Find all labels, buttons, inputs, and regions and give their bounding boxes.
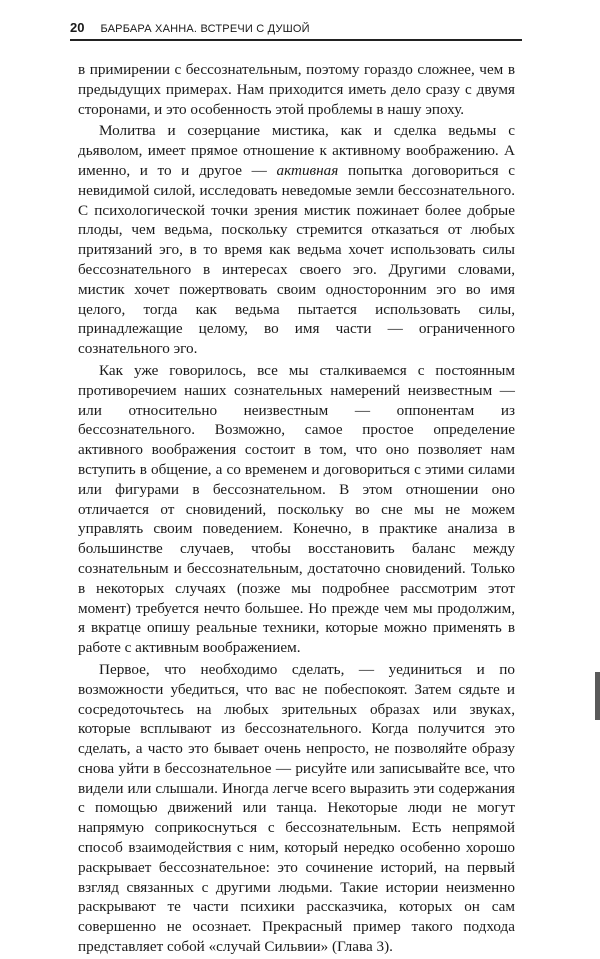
page-number: 20 bbox=[70, 20, 85, 35]
paragraph-2-emphasis: активная bbox=[276, 161, 339, 179]
paragraph-3: Как уже говорилось, все мы сталкиваемся с постоянным противоречием наших сознательных намерений неизвестным — или относительно неизвестным — оппонентам из бессознательного. Возможно, самое простое определение активного воображения состоит в том, что оно позволяет нам вступить в общение, а со временем и договориться с этими силами или фигурами в бессознательном. В этом отношении оно отличается от сновидений, поскольку во сне мы не можем управлять своим поведением. Конечно, в практике анализа в большинстве случаев, чтобы восстановить баланс между сознательным и бессознательным, достаточно сновидений. Только в некоторых случаях (позже мы подробнее рассмотрим этот момент) требуется нечто большее. Но прежде чем мы продолжим, я вкратце опишу реальные техники, которые можно применять в работе с активным воображением. bbox=[78, 361, 515, 657]
paragraph-2-text-before: Молитва и созерцание мистика, как и сделка ведьмы с дьяволом, имеет прямое отношение к активному воображению. А именно, и то и другое — bbox=[78, 122, 515, 179]
paragraph-2 bbox=[78, 121, 515, 359]
page-body bbox=[78, 60, 515, 959]
running-title: БАРБАРА ХАННА. ВСТРЕЧИ С ДУШОЙ bbox=[100, 23, 310, 35]
page-edge-mark bbox=[595, 672, 600, 720]
page-header bbox=[70, 20, 522, 41]
paragraph-2-text-after: попытка договориться с невидимой силой, исследовать неведомые земли бессознательного. С психологической точки зрения мистик пожинает более добрые плоды, чем ведьма, поскольку стремится отказаться от любых притязаний эго, в то время как ведьма хочет использовать силы бессознательного в интересах своего эго. Другими словами, мистик хочет пожертвовать своим односторонним эго во имя целого, тогда как ведьма пытается использовать силы, принадлежащие целому, во имя части — ограниченного сознательного эго. bbox=[78, 161, 516, 358]
paragraph-1: в примирении с бессознательным, поэтому гораздо сложнее, чем в предыдущих примерах. Нам приходится иметь дело сразу с двумя сторонами, и это особенность этой проблемы в нашу эпоху. bbox=[78, 61, 515, 118]
paragraph-4: Первое, что необходимо сделать, — уединиться и по возможности убедиться, что вас не побеспокоят. Затем сядьте и сосредоточьтесь на любых зрительных образах или звуках, которые всплывают из бессознательного. Когда получится это сделать, а часто это бывает очень непросто, не позволяйте образу снова уйти в бессознательное — рисуйте или записывайте все, что видели или слышали. Иногда легче всего выразить эти содержания с помощью движений или танца. Некоторые люди не могут напрямую соприкоснуться с бессознательным. Есть непрямой способ взаимодействия с ним, который нередко особенно хорошо раскрывает бессознательное: это сочинение историй, на первый взгляд связанных с другими людьми. Такие истории неизменно раскрывают те части психики рассказчика, которых он сам совершенно не осознает. Прекрасный пример такого подхода представляет собой «случай Сильвии» (Глава 3). bbox=[78, 660, 515, 956]
